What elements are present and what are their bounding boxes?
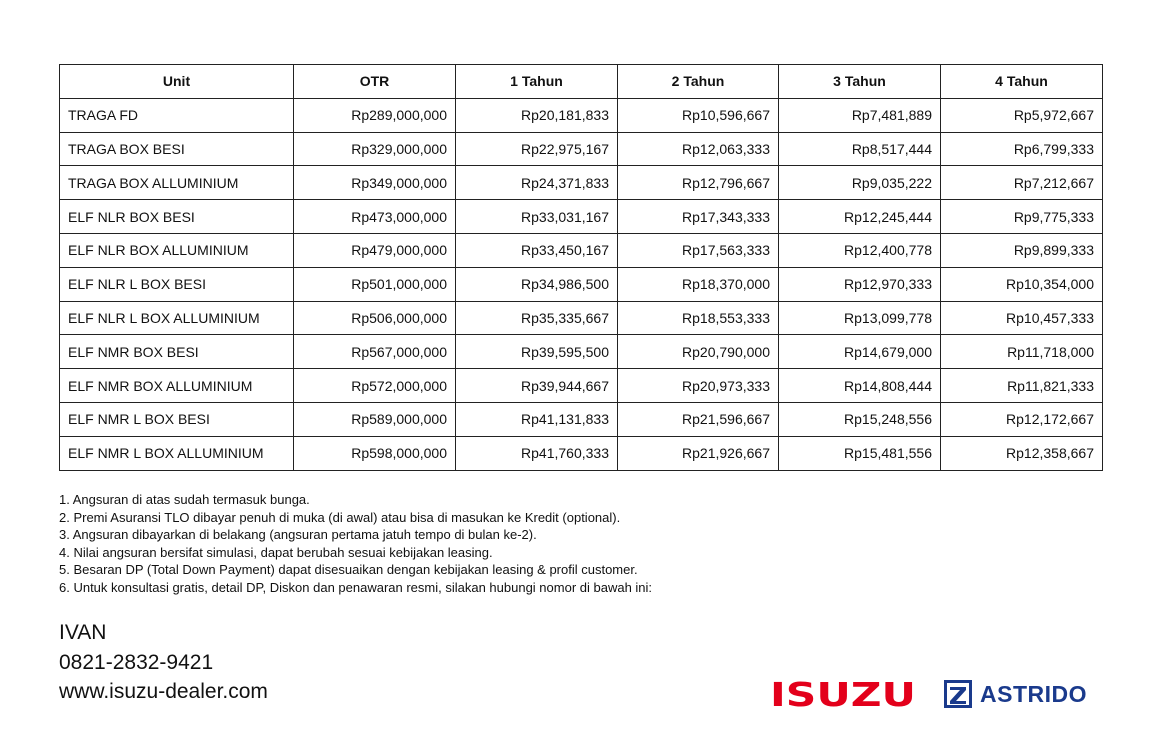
cell-unit: TRAGA BOX ALLUMINIUM — [60, 166, 294, 200]
contact-phone: 0821-2832-9421 — [59, 650, 214, 674]
cell-otr: Rp567,000,000 — [294, 335, 456, 369]
cell-otr: Rp572,000,000 — [294, 369, 456, 403]
cell-1-tahun: Rp39,944,667 — [456, 369, 618, 403]
astrido-logo-text: ASTRIDO — [980, 680, 1087, 707]
cell-3-tahun: Rp9,035,222 — [779, 166, 941, 200]
cell-unit: TRAGA FD — [60, 98, 294, 132]
cell-3-tahun: Rp15,248,556 — [779, 402, 941, 436]
cell-2-tahun: Rp12,796,667 — [618, 166, 779, 200]
cell-1-tahun: Rp41,131,833 — [456, 402, 618, 436]
cell-unit: ELF NMR BOX BESI — [60, 335, 294, 369]
header-2-tahun: 2 Tahun — [618, 65, 779, 99]
cell-unit: ELF NLR BOX BESI — [60, 200, 294, 234]
cell-unit: ELF NMR L BOX BESI — [60, 402, 294, 436]
header-3-tahun: 3 Tahun — [779, 65, 941, 99]
cell-3-tahun: Rp12,245,444 — [779, 200, 941, 234]
cell-2-tahun: Rp10,596,667 — [618, 98, 779, 132]
cell-otr: Rp501,000,000 — [294, 267, 456, 301]
cell-1-tahun: Rp22,975,167 — [456, 132, 618, 166]
table-row — [60, 436, 1103, 470]
table-row — [60, 301, 1103, 335]
table-row — [60, 233, 1103, 267]
isuzu-logo — [770, 679, 916, 709]
cell-2-tahun: Rp17,563,333 — [618, 233, 779, 267]
cell-2-tahun: Rp12,063,333 — [618, 132, 779, 166]
cell-otr: Rp506,000,000 — [294, 301, 456, 335]
table-row — [60, 335, 1103, 369]
contact-name: IVAN — [59, 621, 107, 644]
cell-1-tahun: Rp41,760,333 — [456, 436, 618, 470]
contact-block — [59, 618, 268, 707]
cell-4-tahun: Rp9,775,333 — [941, 200, 1103, 234]
cell-4-tahun: Rp11,821,333 — [941, 369, 1103, 403]
cell-unit: ELF NLR L BOX BESI — [60, 267, 294, 301]
cell-unit: ELF NMR L BOX ALLUMINIUM — [60, 436, 294, 470]
note-item: 4. Nilai angsuran bersifat simulasi, dapat berubah sesuai kebijakan leasing. — [59, 544, 493, 560]
cell-unit: ELF NMR BOX ALLUMINIUM — [60, 369, 294, 403]
cell-1-tahun: Rp33,450,167 — [456, 233, 618, 267]
cell-3-tahun: Rp13,099,778 — [779, 301, 941, 335]
astrido-emblem-icon — [944, 680, 972, 708]
cell-1-tahun: Rp33,031,167 — [456, 200, 618, 234]
cell-unit: ELF NLR BOX ALLUMINIUM — [60, 233, 294, 267]
table-row — [60, 369, 1103, 403]
table-row — [60, 200, 1103, 234]
table-row — [60, 267, 1103, 301]
cell-3-tahun: Rp12,970,333 — [779, 267, 941, 301]
cell-1-tahun: Rp24,371,833 — [456, 166, 618, 200]
table-row — [60, 166, 1103, 200]
cell-otr: Rp479,000,000 — [294, 233, 456, 267]
cell-2-tahun: Rp20,973,333 — [618, 369, 779, 403]
cell-2-tahun: Rp20,790,000 — [618, 335, 779, 369]
cell-unit: TRAGA BOX BESI — [60, 132, 294, 166]
header-otr: OTR — [294, 65, 456, 99]
note-item: 1. Angsuran di atas sudah termasuk bunga. — [59, 492, 310, 507]
contact-website: www.isuzu-dealer.com — [59, 680, 268, 703]
cell-3-tahun: Rp15,481,556 — [779, 436, 941, 470]
cell-4-tahun: Rp7,212,667 — [941, 166, 1103, 200]
header-1-tahun: 1 Tahun — [456, 65, 618, 99]
cell-3-tahun: Rp14,679,000 — [779, 335, 941, 369]
cell-1-tahun: Rp34,986,500 — [456, 267, 618, 301]
table-header-row — [60, 65, 1103, 99]
cell-2-tahun: Rp17,343,333 — [618, 200, 779, 234]
isuzu-logo-text: ISUZU — [770, 679, 916, 709]
header-4-tahun: 4 Tahun — [941, 65, 1103, 99]
cell-4-tahun: Rp12,172,667 — [941, 402, 1103, 436]
cell-4-tahun: Rp10,354,000 — [941, 267, 1103, 301]
cell-1-tahun: Rp20,181,833 — [456, 98, 618, 132]
cell-otr: Rp289,000,000 — [294, 98, 456, 132]
header-unit: Unit — [60, 65, 294, 99]
cell-otr: Rp589,000,000 — [294, 402, 456, 436]
cell-3-tahun: Rp12,400,778 — [779, 233, 941, 267]
cell-2-tahun: Rp21,596,667 — [618, 402, 779, 436]
cell-3-tahun: Rp14,808,444 — [779, 369, 941, 403]
note-item: 3. Angsuran dibayarkan di belakang (angsuran pertama jatuh tempo di bulan ke-2). — [59, 527, 537, 543]
cell-1-tahun: Rp39,595,500 — [456, 335, 618, 369]
cell-otr: Rp598,000,000 — [294, 436, 456, 470]
note-item: 2. Premi Asuransi TLO dibayar penuh di muka (di awal) atau bisa di masukan ke Kredit (optional). — [59, 509, 621, 525]
cell-4-tahun: Rp10,457,333 — [941, 301, 1103, 335]
cell-3-tahun: Rp7,481,889 — [779, 98, 941, 132]
cell-4-tahun: Rp6,799,333 — [941, 132, 1103, 166]
note-item: 5. Besaran DP (Total Down Payment) dapat disesuaikan dengan kebijakan leasing & profil customer. — [59, 562, 638, 578]
cell-2-tahun: Rp18,553,333 — [618, 301, 779, 335]
cell-unit: ELF NLR L BOX ALLUMINIUM — [60, 301, 294, 335]
cell-2-tahun: Rp21,926,667 — [618, 436, 779, 470]
cell-otr: Rp329,000,000 — [294, 132, 456, 166]
cell-4-tahun: Rp9,899,333 — [941, 233, 1103, 267]
notes-list — [59, 491, 652, 597]
table-row — [60, 402, 1103, 436]
cell-4-tahun: Rp12,358,667 — [941, 436, 1103, 470]
brand-logos — [770, 676, 1087, 712]
cell-4-tahun: Rp11,718,000 — [941, 335, 1103, 369]
cell-3-tahun: Rp8,517,444 — [779, 132, 941, 166]
table-row — [60, 98, 1103, 132]
cell-4-tahun: Rp5,972,667 — [941, 98, 1103, 132]
cell-otr: Rp349,000,000 — [294, 166, 456, 200]
note-item: 6. Untuk konsultasi gratis, detail DP, Diskon dan penawaran resmi, silakan hubungi nomor di bawah ini: — [59, 579, 653, 595]
table-row — [60, 132, 1103, 166]
cell-2-tahun: Rp18,370,000 — [618, 267, 779, 301]
price-table — [59, 64, 1103, 471]
cell-1-tahun: Rp35,335,667 — [456, 301, 618, 335]
cell-otr: Rp473,000,000 — [294, 200, 456, 234]
